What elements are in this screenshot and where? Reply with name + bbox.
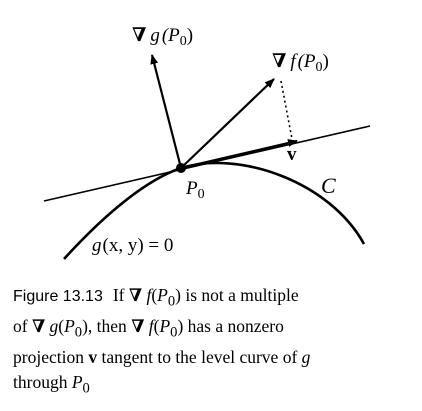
function-f: f (290, 51, 296, 72)
caption-func-f: f (146, 285, 152, 305)
projection-dotted-line (281, 81, 292, 139)
grad-g-label (132, 25, 193, 49)
caption-func-g: g (49, 316, 59, 336)
caption-text: of (13, 316, 32, 336)
caption-text: If (112, 285, 129, 305)
p0-base: P (186, 178, 198, 199)
nabla-symbol: ∇ (131, 316, 145, 336)
nabla-glyph: ∇ (132, 25, 147, 46)
caption-text: ), then (82, 316, 132, 336)
subscript-zero: 0 (179, 34, 187, 49)
argument-open: (P (297, 51, 316, 72)
caption-func-f: f (148, 316, 154, 336)
equation-label (92, 235, 173, 256)
grad-g-arrow (152, 55, 181, 168)
caption-sub: 0 (167, 293, 176, 310)
argument-close: ) (186, 25, 194, 46)
caption-point: P (159, 316, 171, 336)
equation-rest: (x, y) = 0 (102, 235, 174, 256)
p0-label (185, 178, 205, 202)
caption-text: projection (13, 347, 89, 367)
curve-c-label: C (321, 173, 336, 198)
caption-vector-v: v (88, 347, 98, 367)
v-label: v (287, 144, 297, 165)
caption-text: ( (151, 285, 158, 305)
figure-number: Figure 13.13 (13, 288, 103, 305)
caption-text: through (13, 371, 72, 392)
caption-text: tangent to the level curve of (97, 347, 302, 367)
grad-f-label (272, 51, 329, 75)
nabla-glyph: ∇ (272, 51, 287, 72)
argument-close: ) (322, 51, 329, 72)
caption-sub: 0 (170, 324, 178, 341)
caption-text: ( (153, 316, 160, 336)
nabla-symbol: ∇ (128, 285, 143, 305)
caption-text: ) has a nonzero (177, 316, 284, 336)
grad-f-arrow (181, 79, 274, 168)
caption-text: ( (58, 316, 65, 336)
caption-point: P (157, 285, 168, 305)
equation-g: g (92, 235, 102, 256)
argument-open: (P (161, 25, 180, 46)
caption-text: ) is not a multiple (175, 285, 299, 305)
caption-sub: 0 (74, 324, 83, 341)
caption-point: P (71, 371, 83, 392)
caption-point: P (64, 316, 75, 336)
subscript-zero: 0 (315, 60, 323, 75)
function-g: g (150, 25, 160, 46)
caption-sub: 0 (82, 380, 90, 396)
nabla-symbol: ∇ (31, 316, 46, 336)
figure-caption (13, 283, 413, 401)
p0-subscript: 0 (197, 187, 205, 202)
caption-func-g: g (301, 347, 311, 367)
point-p0 (176, 163, 186, 173)
